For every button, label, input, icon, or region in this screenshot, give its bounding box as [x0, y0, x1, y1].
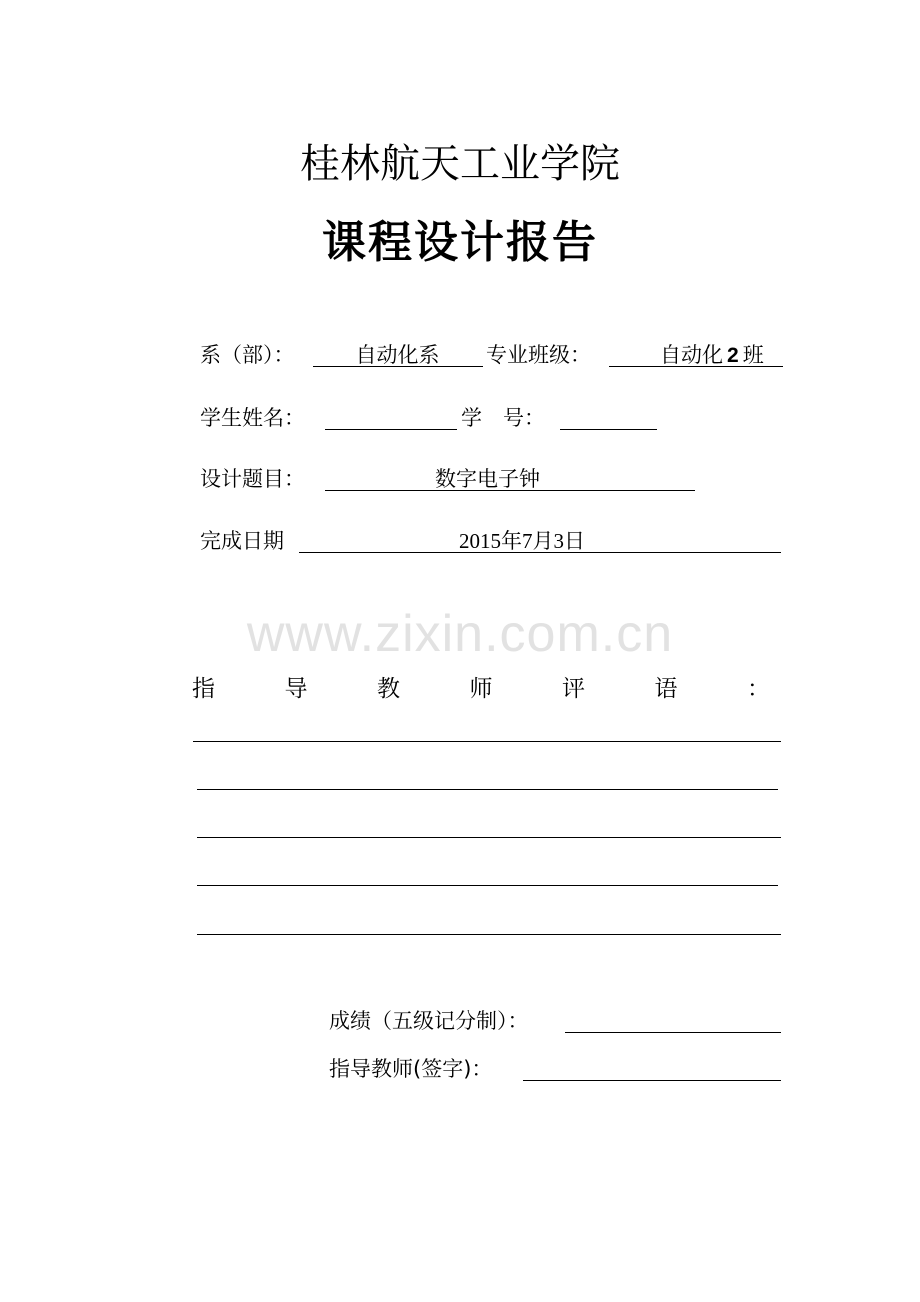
signature-field[interactable] — [523, 1080, 781, 1081]
topic-label: 设计题目： — [200, 467, 305, 491]
watermark-text: www.zixin.com.cn — [246, 605, 674, 663]
date-label: 完成日期 — [200, 529, 284, 553]
student-id-label: 学 号： — [461, 406, 545, 430]
report-title: 课程设计报告 — [322, 217, 598, 268]
date-field[interactable]: 2015年7月3日 — [459, 529, 585, 553]
student-id-field[interactable] — [560, 429, 657, 430]
instructor-comments-label — [192, 670, 770, 703]
comment-label-char: 师 — [469, 676, 493, 702]
department-field[interactable]: 自动化系 — [355, 343, 440, 367]
class-prefix: 自动化 — [660, 343, 723, 367]
grade-field[interactable] — [565, 1032, 781, 1033]
class-field[interactable] — [660, 342, 764, 369]
comment-label-char: 指 — [192, 676, 215, 702]
comment-line-4[interactable] — [197, 885, 778, 886]
signature-label: 指导教师(签字)： — [329, 1057, 493, 1081]
comment-line-3[interactable] — [197, 837, 781, 838]
class-number: 2 — [727, 344, 739, 367]
comment-line-2[interactable] — [197, 789, 778, 790]
student-name-field[interactable] — [325, 429, 457, 430]
comment-label-char: 导 — [284, 676, 308, 702]
comment-label-char: 语 — [654, 676, 678, 702]
class-suffix: 班 — [742, 343, 764, 367]
comment-line-1[interactable] — [193, 741, 781, 742]
comment-label-char: 评 — [562, 676, 585, 702]
comment-line-5[interactable] — [197, 934, 781, 935]
topic-field[interactable]: 数字电子钟 — [435, 467, 540, 491]
grade-label: 成绩（五级记分制）： — [329, 1009, 529, 1033]
comment-label-char: 教 — [377, 676, 400, 702]
class-label: 专业班级： — [486, 343, 591, 367]
department-label: 系（部）： — [200, 343, 295, 367]
comment-label-char: ： — [747, 676, 770, 702]
institution-title: 桂林航天工业学院 — [300, 141, 620, 187]
student-name-label: 学生姓名： — [200, 406, 305, 430]
